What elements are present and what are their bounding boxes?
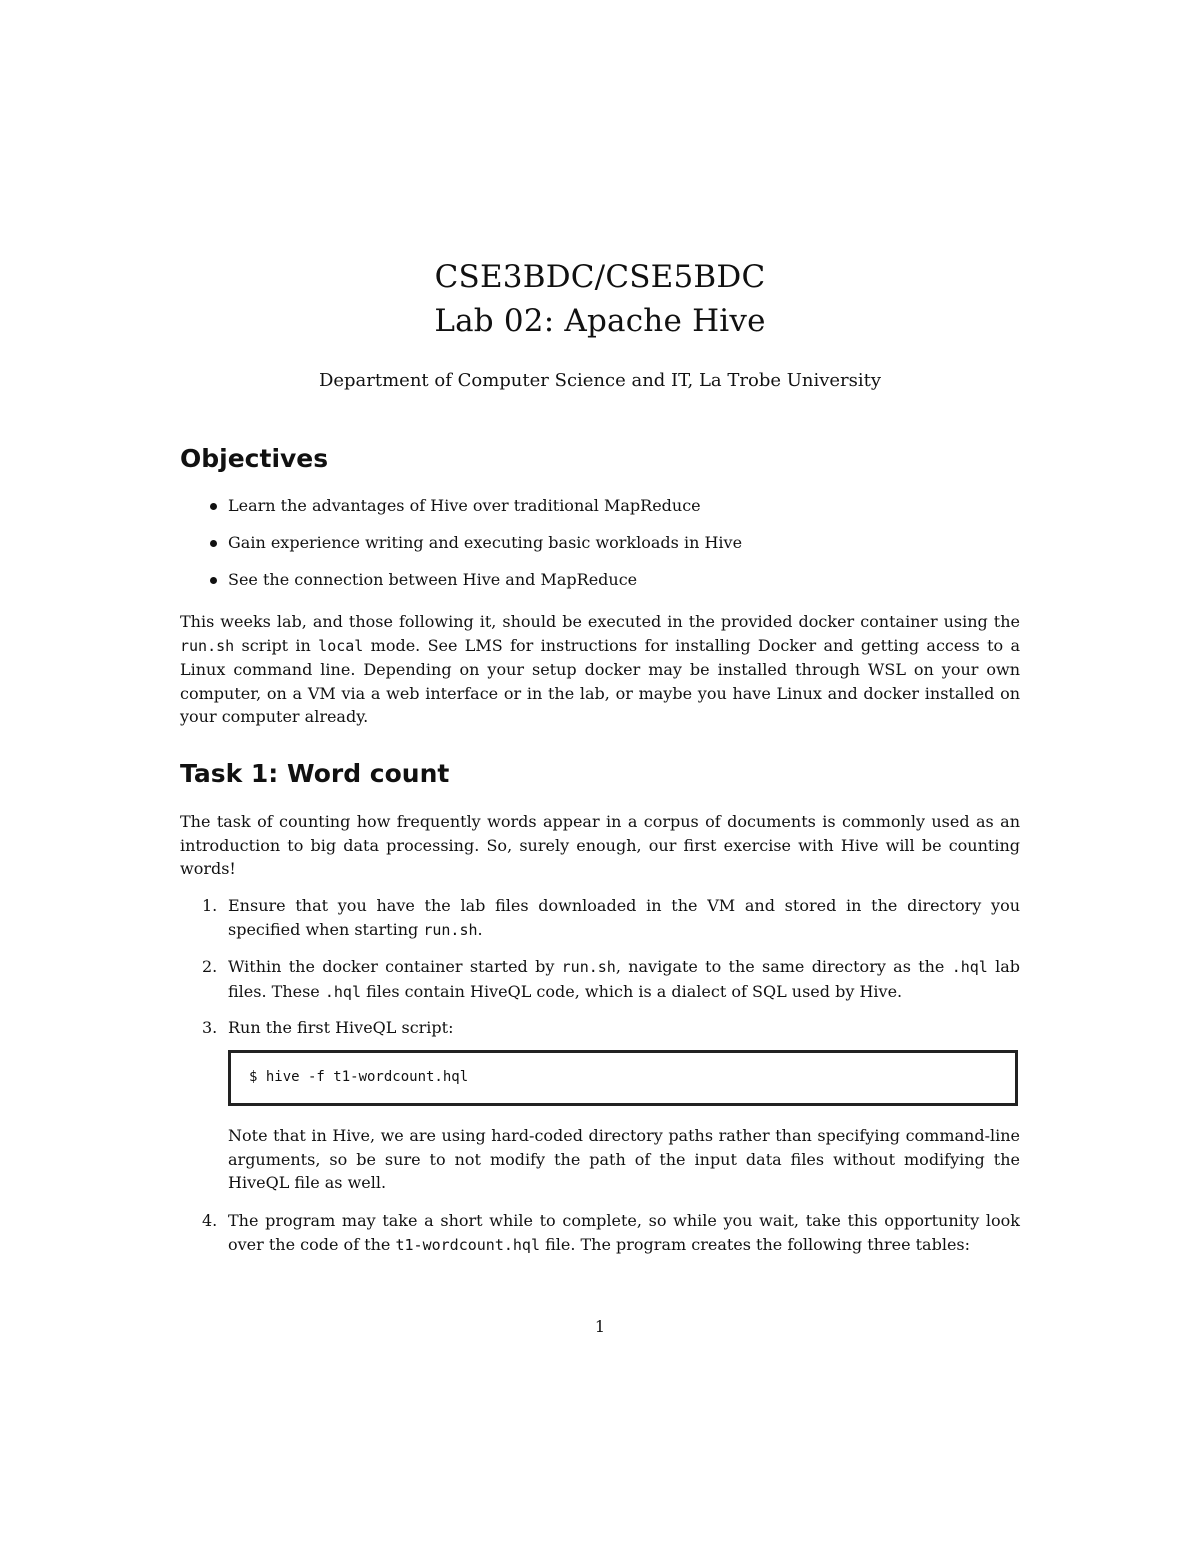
inline-code: local [318,636,364,655]
inline-code: run.sh [561,958,616,976]
page-number: 1 [594,1317,606,1336]
step-text: Run the first HiveQL script: [228,1018,454,1037]
list-item: See the connection between Hive and MapReduce [180,568,1020,605]
step-number: 4. [202,1211,218,1230]
inline-code: t1-wordcount.hql [395,1235,540,1254]
inline-code: .hql [951,958,988,976]
course-code-title: CSE3BDC/CSE5BDC [434,259,766,295]
step-number: 3. [202,1018,218,1037]
note-text: Note that in Hive, we are using hard-coded directory paths rather than specifying command-line arguments, so be sure to not modify the path of the input data files without modifying the HiveQL file as well. [228,1126,1020,1192]
bullet-icon [210,577,217,584]
affiliation: Department of Computer Science and IT, La Trobe University [318,370,882,391]
step-text: Within the docker container started by run.sh, navigate to the same directory as the .hql lab files. These .hql files contain HiveQL code, which is a dialect of SQL used by Hive. [228,957,1020,1001]
list-item: Learn the advantages of Hive over traditional MapReduce [180,494,1020,531]
task1-intro: The task of counting how frequently words appear in a corpus of documents is commonly used as an introduction to big data processing. So, surely enough, our first exercise with Hive will be counting words! [180,812,1020,878]
step-number: 2. [202,957,218,976]
inline-code: .hql [324,982,361,1001]
objectives-list [180,494,1020,605]
list-item: Gain experience writing and executing basic workloads in Hive [180,531,1020,568]
command-text: $ hive -f t1-wordcount.hql [249,1069,469,1085]
bullet-icon [210,503,217,510]
step-text: The program may take a short while to complete, so while you wait, take this opportunity look over the code of the t1-wordcount.hql file. The program creates the following three tables: [228,1211,1020,1254]
command-box [228,1050,1018,1106]
step-number: 1. [202,896,218,915]
inline-code: run.sh [180,636,235,655]
task1-heading: Task 1: Word count [180,759,450,788]
objectives-heading: Objectives [180,444,329,473]
intro-paragraph: This weeks lab, and those following it, should be executed in the provided docker container using the run.sh script in local mode. See LMS for instructions for installing Docker and getting access to a Linux command line. Depending on your setup docker may be installed through WSL on your own computer, on a VM via a web interface or in the lab, or maybe you have Linux and docker installed on your computer already. [180,612,1020,726]
step-text: Ensure that you have the lab files downloaded in the VM and stored in the directory you specified when starting run.sh. [228,896,1020,939]
lab-title: Lab 02: Apache Hive [434,303,766,339]
document-page [180,0,1020,1553]
inline-code: run.sh [423,920,478,939]
bullet-icon [210,540,217,547]
